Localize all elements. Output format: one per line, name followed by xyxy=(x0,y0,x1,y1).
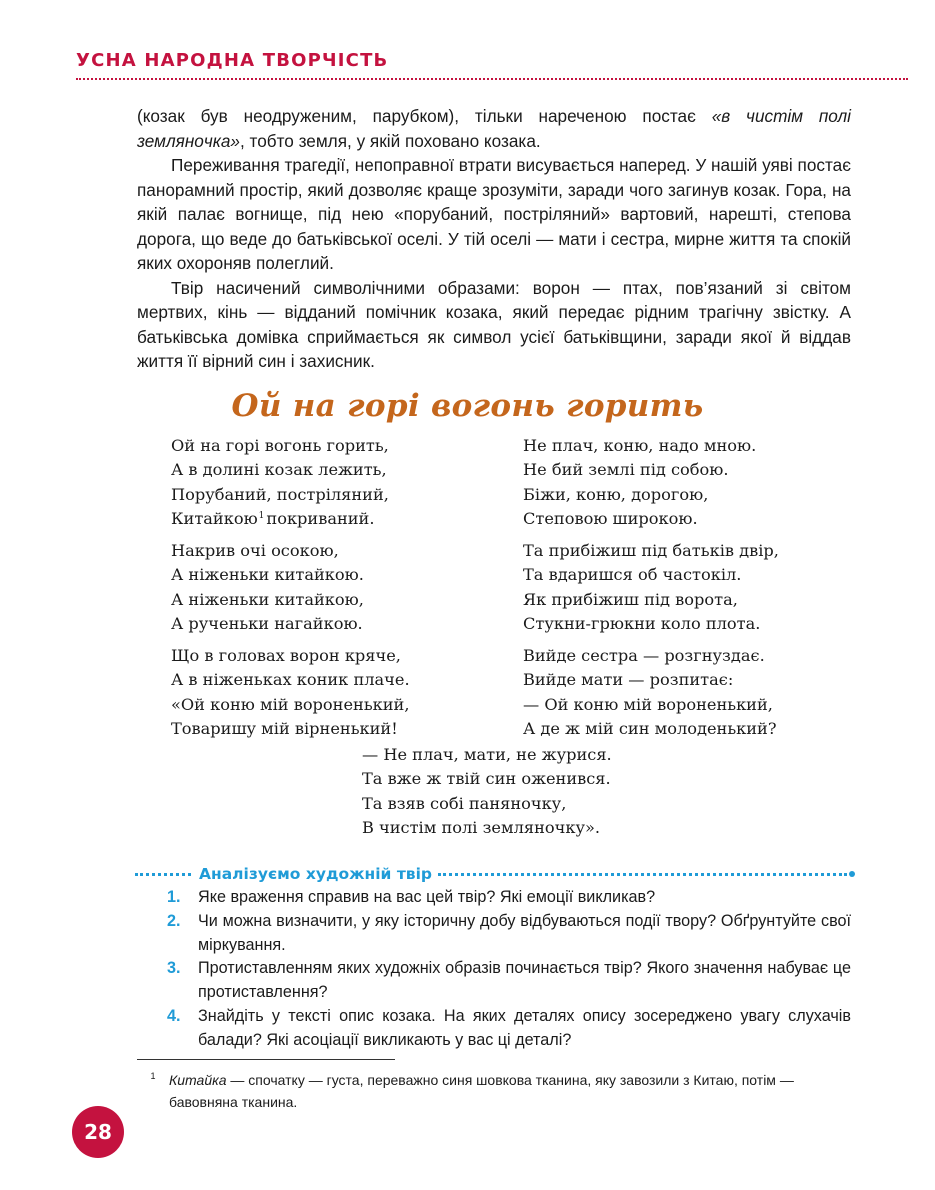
poem-line-with-footnote xyxy=(171,507,389,531)
footnote-reference[interactable]: 1 xyxy=(258,510,265,521)
poem-line: Та вже ж твій син оженився. xyxy=(362,769,611,789)
question-number: 4. xyxy=(167,1006,181,1025)
poem-line: А де ж мій син молоденький? xyxy=(523,719,777,739)
question-text: Чи можна визначити, у яку історичну добу відбуваються події твору? Обґрунтуйте свої міркування. xyxy=(198,911,851,954)
poem-line: покриваний. xyxy=(266,509,375,529)
footnote-definition: — спочатку — густа, переважно синя шовкова тканина, яку завозили з Китаю, потім — бавовняна тканина. xyxy=(169,1072,794,1110)
paragraph-2: Переживання трагедії, непоправної втрати висувається наперед. У нашій уяві постає панорамний простір, який дозволяє краще зрозуміти, заради чого загинув козак. Гора, на якій палає вогнище, під нею «порубаний, постріляний» вартовий, нарешті, степова дорога, що веде до батьківської оселі. У тій оселі — мати і сестра, мирне життя та спокій яких охороняв полеглий. xyxy=(137,155,851,273)
stanza-left-1 xyxy=(171,434,389,532)
poem-line: А ніженьки китайкою, xyxy=(171,589,364,609)
poem-line: Та вдаришся об частокіл. xyxy=(523,565,742,585)
stanza-right-2 xyxy=(523,539,779,637)
paragraph-1-start: (козак був неодруженим, парубком), тільки нареченою постає xyxy=(137,106,712,126)
question-item xyxy=(167,910,851,958)
poem-line: «Ой коню мій вороненький, xyxy=(171,694,410,714)
intro-text xyxy=(137,104,851,374)
stanza-right-3 xyxy=(523,644,777,742)
poem-line: Степовою широкою. xyxy=(523,509,698,529)
footnote-divider xyxy=(137,1059,395,1060)
poem-line: Товаришу мій вірненький! xyxy=(171,719,398,739)
section-title: УСНА НАРОДНА ТВОРЧІСТЬ xyxy=(76,50,389,71)
poem-title: Ой на горі вогонь горить xyxy=(231,388,704,424)
question-list xyxy=(167,886,851,1053)
poem-line: В чистім полі землянoчку». xyxy=(362,818,601,838)
analysis-heading xyxy=(135,863,855,885)
question-text: Протиставленням яких художніх образів починається твір? Якого значення набуває це протиставлення? xyxy=(198,959,851,1002)
footnote-number: 1 xyxy=(150,1071,156,1081)
question-text: Знайдіть у тексті опис козака. На яких деталях опису зосереджено увагу слухачів балади? Які асоціації викликають у вас ці деталі? xyxy=(198,1006,851,1049)
poem-line: Не бий землі під собою. xyxy=(523,460,729,480)
poem-line: А в ніженьках коник плаче. xyxy=(171,670,410,690)
poem-line: А в долині козак лежить, xyxy=(171,460,387,480)
poem-line: Вийде сестра — розгнуздає. xyxy=(523,646,765,665)
poem-line: Не плач, коню, надо мною. xyxy=(523,436,757,455)
footnote-term: Китайка xyxy=(169,1072,227,1088)
header-divider xyxy=(76,78,908,80)
poem-line: — Не плач, мати, не журися. xyxy=(362,745,612,764)
divider-end-dot xyxy=(849,871,855,877)
dotted-divider-right xyxy=(438,873,847,876)
question-item xyxy=(167,1005,851,1053)
question-item xyxy=(167,957,851,1005)
poem-line: Та взяв собі паняночку, xyxy=(362,793,567,813)
analysis-heading-label: Аналізуємо художній твір xyxy=(199,865,433,883)
stanza-left-2 xyxy=(171,539,364,637)
poem-line: Ой на горі вогонь горить, xyxy=(171,436,389,455)
stanza-final xyxy=(362,743,612,841)
poem-line: А рученьки нагайкою. xyxy=(171,614,363,634)
poem-line: Накрив очі осокою, xyxy=(171,541,339,560)
poem-line: Біжи, коню, дорогою, xyxy=(523,484,709,504)
poem-line: Як прибіжиш під ворота, xyxy=(523,589,738,609)
question-number: 3. xyxy=(167,959,181,978)
paragraph-1 xyxy=(137,104,851,153)
question-number: 1. xyxy=(167,888,181,906)
page-number-badge: 28 xyxy=(72,1106,124,1158)
stanza-right-1 xyxy=(523,434,756,532)
poem-line: Китайкою xyxy=(171,509,258,529)
question-text: Яке враження справив на вас цей твір? Які емоції викликав? xyxy=(198,888,656,906)
poem-line: Стукни-грюкни коло плота. xyxy=(523,614,761,634)
stanza-left-3 xyxy=(171,644,410,742)
footnote xyxy=(137,1069,851,1113)
poem-line: — Ой коню мій вороненький, xyxy=(523,694,773,714)
poem-line: Та прибіжиш під батьків двір, xyxy=(523,541,779,560)
poem-line: Вийде мати — розпитає: xyxy=(523,670,734,690)
question-item xyxy=(167,886,851,910)
paragraph-1-end: , тобто земля, у якій поховано козака. xyxy=(239,130,541,151)
footnote-text xyxy=(169,1069,851,1113)
dotted-divider-left xyxy=(135,873,191,876)
poem-line: А ніженьки китайкою. xyxy=(171,565,364,585)
question-number: 2. xyxy=(167,911,181,930)
poem-line: Порубаний, постріляний, xyxy=(171,484,389,504)
poem-line: Що в головах ворон кряче, xyxy=(171,646,401,665)
paragraph-1-quote: «в чистім полі землянoчка» xyxy=(137,106,851,151)
paragraph-3: Твір насичений символічними образами: ворон — птах, пов’язаний зі світом мертвих, кінь — відданий помічник козака, який передає рідним трагічну звістку. А батьківська домівка сприймається як символ усієї батьківщини, заради якої й віддав життя її вірний син і захисник. xyxy=(137,277,851,371)
